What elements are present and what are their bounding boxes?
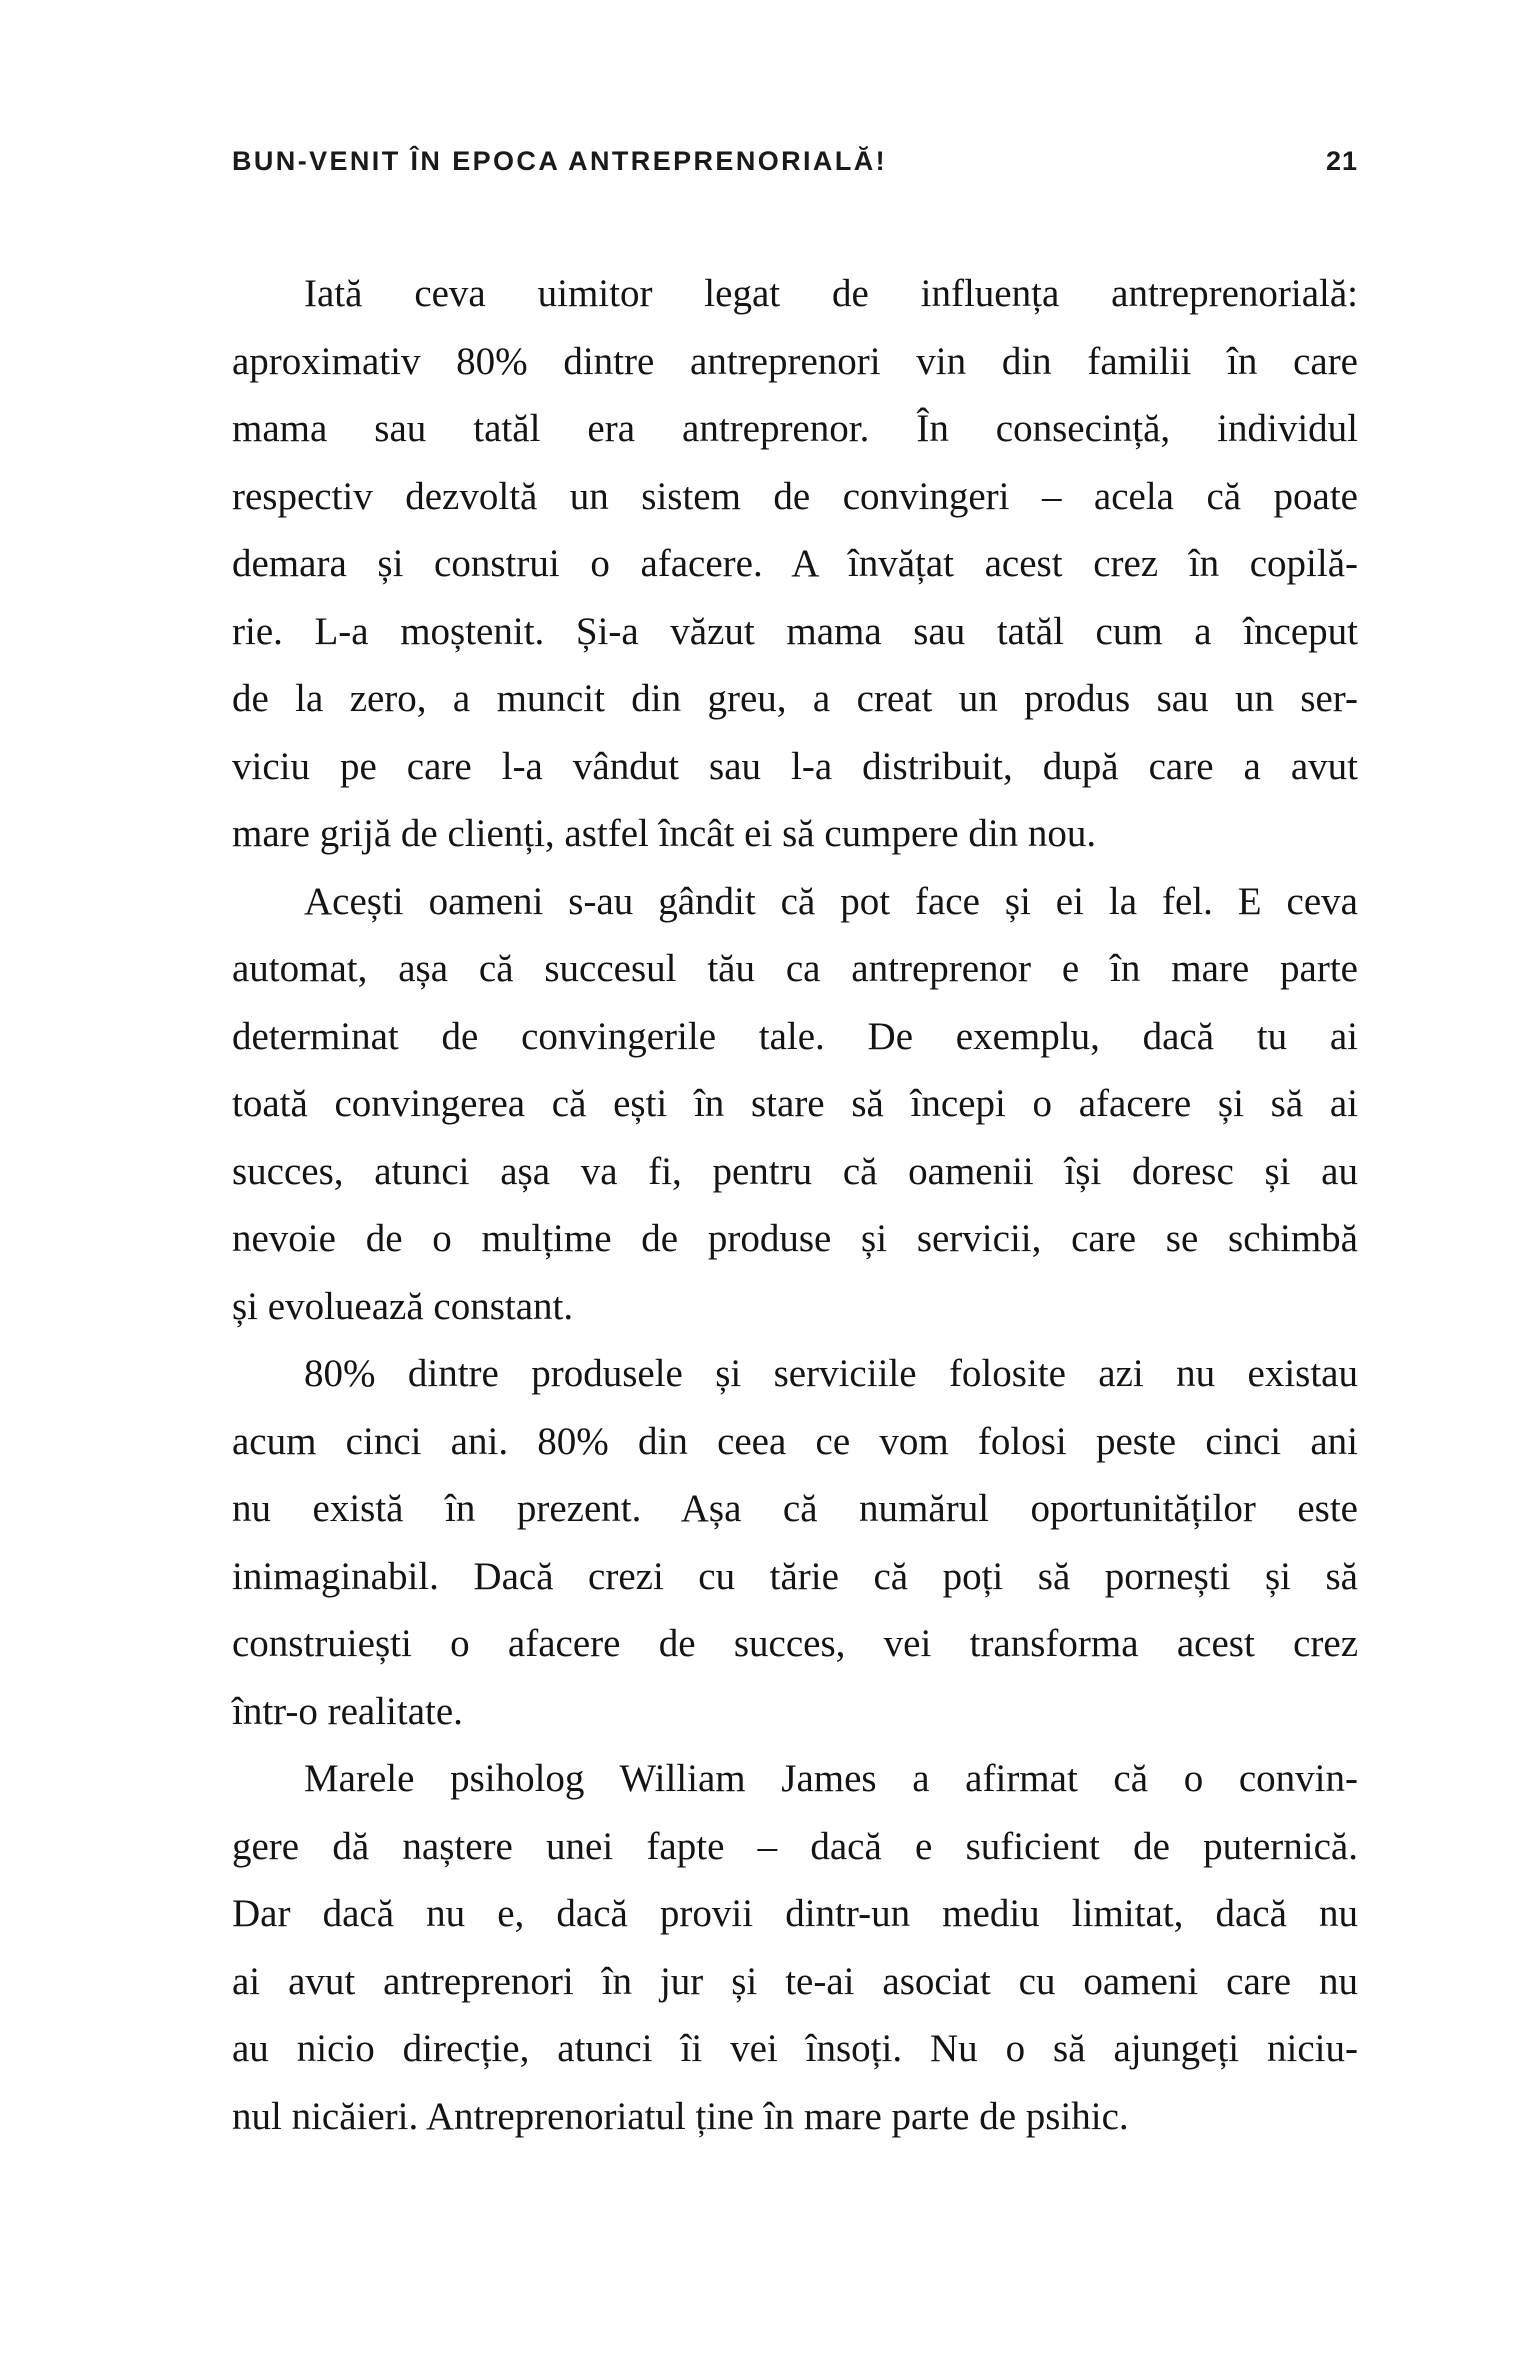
text-line: de la zero, a muncit din greu, a creat un produs sau un ser- bbox=[232, 677, 1358, 720]
paragraph bbox=[232, 260, 1358, 868]
text-line: Iată ceva uimitor legat de influența antreprenorială: bbox=[304, 272, 1358, 315]
text-line: nul nicăieri. Antreprenoriatul ține în mare parte de psihic. bbox=[232, 2094, 1129, 2138]
text-line: au nicio direcție, atunci îi vei însoți. Nu o să ajungeți niciu- bbox=[232, 2027, 1358, 2070]
text-line: respectiv dezvoltă un sistem de convingeri – acela că poate bbox=[232, 474, 1358, 518]
text-line: mare grijă de clienți, astfel încât ei să cumpere din nou. bbox=[232, 812, 1097, 855]
text-line: într-o realitate. bbox=[232, 1689, 463, 1733]
paragraph bbox=[232, 1745, 1358, 2150]
text-line: ai avut antreprenori în jur și te-ai asociat cu oameni care nu bbox=[232, 1959, 1358, 2003]
paragraph bbox=[232, 868, 1358, 1341]
text-line: Dar dacă nu e, dacă provii dintr-un mediu limitat, dacă nu bbox=[232, 1892, 1358, 1935]
text-line: Marele psiholog William James a afirmat că o convin- bbox=[304, 1757, 1358, 1800]
paragraph bbox=[232, 1340, 1358, 1745]
text-line: aproximativ 80% dintre antreprenori vin din familii în care bbox=[232, 339, 1358, 383]
text-line: 80% dintre produsele și serviciile folosite azi nu existau bbox=[304, 1352, 1358, 1395]
text-line: rie. L-a moștenit. Și-a văzut mama sau tatăl cum a început bbox=[232, 609, 1358, 653]
text-line: succes, atunci așa va fi, pentru că oamenii își doresc și au bbox=[232, 1149, 1358, 1193]
text-line: Acești oameni s-au gândit că pot face și ei la fel. E ceva bbox=[304, 879, 1358, 923]
text-line: automat, așa că succesul tău ca antreprenor e în mare parte bbox=[232, 947, 1358, 990]
text-line: acum cinci ani. 80% din ceea ce vom folosi peste cinci ani bbox=[232, 1419, 1358, 1463]
text-line: toată convingerea că ești în stare să începi o afacere și să ai bbox=[232, 1082, 1358, 1125]
page-number: 21 bbox=[1325, 146, 1358, 176]
text-line: viciu pe care l-a vândut sau l-a distribuit, după care a avut bbox=[232, 744, 1358, 788]
text-line: demara și construi o afacere. A învățat acest crez în copilă- bbox=[232, 542, 1358, 585]
text-line: mama sau tatăl era antreprenor. În consecință, individul bbox=[232, 407, 1358, 450]
page-header bbox=[232, 146, 1358, 177]
text-line: gere dă naștere unei fapte – dacă e suficient de puternică. bbox=[232, 1824, 1358, 1868]
text-line: inimaginabil. Dacă crezi cu tărie că poți să pornești și să bbox=[232, 1554, 1358, 1598]
body-text bbox=[232, 260, 1358, 2150]
text-line: construiești o afacere de succes, vei transforma acest crez bbox=[232, 1622, 1358, 1665]
text-line: și evoluează constant. bbox=[232, 1284, 574, 1328]
running-header: BUN-VENIT ÎN EPOCA ANTREPRENORIALĂ! bbox=[232, 146, 888, 176]
text-line: nevoie de o mulțime de produse și servicii, care se schimbă bbox=[232, 1217, 1358, 1260]
text-line: nu există în prezent. Așa că numărul oportunităților este bbox=[232, 1487, 1358, 1530]
text-line: determinat de convingerile tale. De exemplu, dacă tu ai bbox=[232, 1014, 1358, 1058]
